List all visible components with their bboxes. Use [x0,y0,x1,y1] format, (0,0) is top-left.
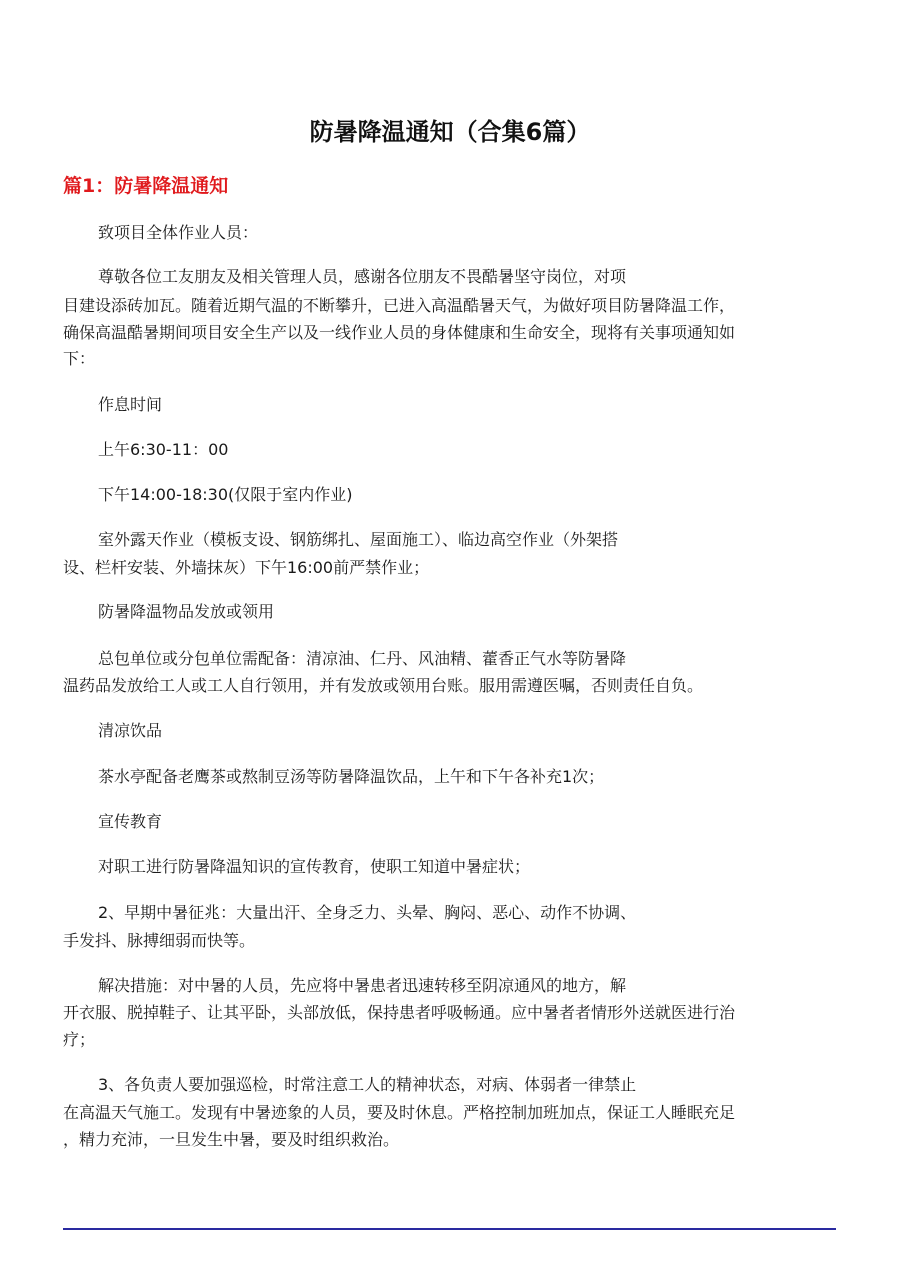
subheading-supplies: 防暑降温物品发放或领用 [98,602,275,621]
subheading-drinks: 清凉饮品 [98,721,163,740]
paragraph-line: 温药品发放给工人或工人自行领用，并有发放或领用台账。服用需遵医嘱，否则责任自负。 [63,676,704,695]
paragraph-line: 3、各负责人要加强巡检，时常注意工人的精神状态，对病、体弱者一律禁止 [98,1075,637,1094]
paragraph-line: 茶水亭配备老鹰茶或熬制豆汤等防暑降温饮品，上午和下午各补充1次； [98,767,605,786]
paragraph-line: ，精力充沛，一旦发生中暑，要及时组织救治。 [63,1130,400,1149]
paragraph-line: 目建设添砖加瓦。随着近期气温的不断攀升，已进入高温酷暑天气，为做好项目防暑降温工作， [63,296,736,315]
paragraph-line: 手发抖、脉搏细弱而快等。 [63,931,256,950]
afternoon-hours: 下午14:00-18:30(仅限于室内作业) [98,485,353,504]
paragraph-line: 开衣服、脱掉鞋子、让其平卧，头部放低，保持患者呼吸畅通。应中暑者者情形外送就医进行治 [63,1003,736,1022]
paragraph-line: 2、早期中暑征兆：大量出汗、全身乏力、头晕、胸闷、恶心、动作不协调、 [98,903,637,922]
footer-divider [63,1228,836,1230]
paragraph-line: 设、栏杆安装、外墙抹灰）下午16:00前严禁作业； [63,558,430,577]
document-title: 防暑降温通知（合集6篇） [309,118,591,146]
paragraph-line: 尊敬各位工友朋友及相关管理人员，感谢各位朋友不畏酷暑坚守岗位，对项 [98,267,627,286]
paragraph-line: 确保高温酷暑期间项目安全生产以及一线作业人员的身体健康和生命安全，现将有关事项通知如 [63,323,736,342]
paragraph-line: 总包单位或分包单位需配备：清凉油、仁丹、风油精、藿香正气水等防暑降 [98,649,627,668]
salutation: 致项目全体作业人员： [98,223,259,242]
paragraph-line: 疗； [63,1030,96,1049]
paragraph-line: 室外露天作业（模板支设、钢筋绑扎、屋面施工）、临边高空作业（外架搭 [98,530,619,549]
subheading-education: 宣传教育 [98,812,163,831]
paragraph-line: 对职工进行防暑降温知识的宣传教育，使职工知道中暑症状； [98,857,531,876]
morning-hours: 上午6:30-11：00 [98,440,229,459]
paragraph-line: 下： [63,349,96,368]
paragraph-line: 在高温天气施工。发现有中暑迹象的人员，要及时休息。严格控制加班加点，保证工人睡眠充足 [63,1103,736,1122]
paragraph-line: 解决措施：对中暑的人员，先应将中暑患者迅速转移至阴凉通风的地方，解 [98,976,627,995]
section-heading: 篇1：防暑降温通知 [63,175,229,197]
subheading-schedule: 作息时间 [98,395,163,414]
